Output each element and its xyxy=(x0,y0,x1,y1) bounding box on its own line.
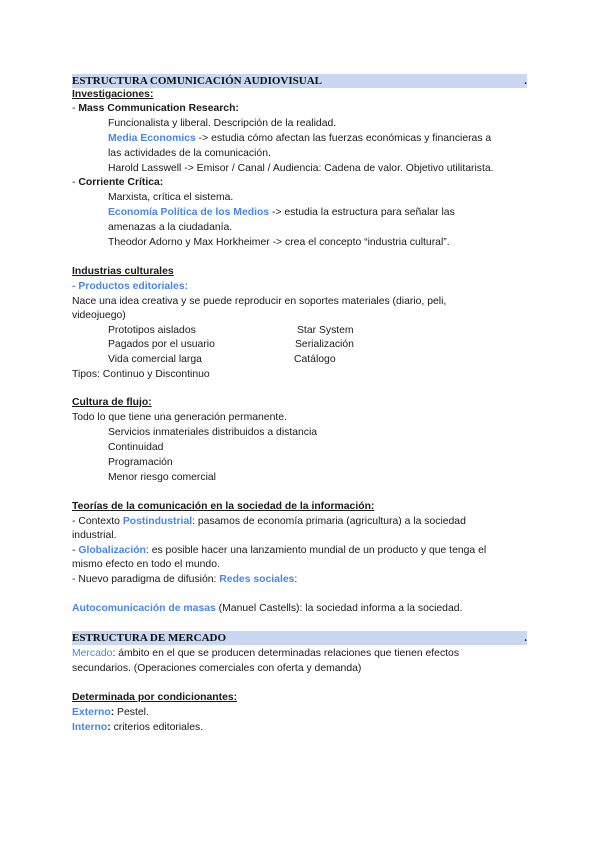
text-rest: : pasamos de economía primaria (agricultura) a la sociedad xyxy=(192,516,466,527)
text-rest: : ámbito en el que se producen determinadas relaciones que tienen efectos xyxy=(112,648,460,659)
key-media-economics: Media Economics xyxy=(108,133,196,144)
text-adorno: Theodor Adorno y Max Horkheimer -> crea el concepto “industria cultural”. xyxy=(108,237,450,248)
list-item: Menor riesgo comercial xyxy=(108,472,216,483)
list-item: Servicios inmateriales distribuidos a distancia xyxy=(108,427,318,438)
text-flujo-intro: Todo lo que tiene una generación permanente. xyxy=(72,412,287,423)
text-rest: : es posible hacer una lanzamiento mundial de un producto y que tenga el xyxy=(145,545,487,556)
text-funcionalista: Funcionalista y liberal. Descripción de la realidad. xyxy=(108,118,337,129)
section-dot: . xyxy=(524,75,527,87)
text-nace: Nace una idea creativa y se puede reproducir en soportes materiales (diario, peli, xyxy=(72,296,447,307)
key-autocomunicacion: Autocomunicación de masas xyxy=(72,603,216,614)
text-interno xyxy=(72,721,203,734)
text-pre: - xyxy=(72,545,79,556)
text-rest: (Manuel Castells): la sociedad informa a la sociedad. xyxy=(215,603,463,614)
text-media-economics-cont: las actividades de la comunicación. xyxy=(108,148,271,159)
text-rest: criterios editoriales. xyxy=(110,722,204,733)
row-right: Star System xyxy=(297,325,354,336)
row-left: Prototipos aislados xyxy=(108,325,196,336)
heading-investigaciones: Investigaciones: xyxy=(72,89,154,100)
heading-condicionantes: Determinada por condicionantes: xyxy=(72,692,238,703)
text-pre: - Contexto xyxy=(72,516,123,527)
text-economia-politica-cont: amenazas a la ciudadanía. xyxy=(108,222,233,233)
section-title: ESTRUCTURA COMUNICACIÓN AUDIOVISUAL xyxy=(72,75,322,87)
text-contexto-cont: industrial. xyxy=(72,530,117,541)
text-contexto xyxy=(72,515,466,528)
text-globalizacion xyxy=(72,544,486,557)
key-externo: Externo xyxy=(72,707,111,718)
colon: : xyxy=(110,707,115,718)
key-postindustrial: Postindustrial xyxy=(122,516,193,527)
section-dot: . xyxy=(524,632,527,644)
row-left: Vida comercial larga xyxy=(108,354,202,365)
text-mercado xyxy=(72,647,459,660)
row-right: Catálogo xyxy=(294,354,336,365)
text-marxista: Marxista, crítica el sistema. xyxy=(108,192,234,203)
heading-industrias-culturales: Industrias culturales xyxy=(72,266,174,277)
colon: : xyxy=(107,722,111,733)
item-productos-editoriales xyxy=(72,280,188,293)
text-pre: - Nuevo paradigma de difusión: xyxy=(72,574,220,585)
row-right: Serialización xyxy=(295,339,354,350)
item-mass-communication xyxy=(72,102,239,115)
text-economia-politica xyxy=(108,206,455,219)
key-redes-sociales: Redes sociales xyxy=(219,574,295,585)
section-header-audiovisual xyxy=(72,74,527,88)
heading-teorias: Teorías de la comunicación en la sociedad de la información: xyxy=(72,501,375,512)
bullet: - xyxy=(72,103,79,114)
section-header-mercado xyxy=(72,631,527,645)
text-externo xyxy=(72,706,149,719)
text-media-economics xyxy=(108,132,491,145)
text-nace-cont: videojuego) xyxy=(72,310,126,321)
text-rest: -> estudia la estructura para señalar las xyxy=(269,207,455,218)
key-economia-politica: Economía Política de los Medios xyxy=(108,207,270,218)
text-rest: Pestel. xyxy=(114,707,149,718)
label-mass: Mass Communication Research: xyxy=(78,103,239,114)
list-item: Continuidad xyxy=(108,442,164,453)
bullet: - xyxy=(72,177,79,188)
key-productos: Productos editoriales: xyxy=(78,281,189,292)
text-paradigma xyxy=(72,573,297,586)
list-item: Programación xyxy=(108,457,173,468)
text-tipos: Tipos: Continuo y Discontinuo xyxy=(72,369,210,380)
label-critica: Corriente Crítica: xyxy=(78,177,164,188)
text-globalizacion-cont: mismo efecto en todo el mundo. xyxy=(72,559,220,570)
text-autocomunicacion xyxy=(72,602,462,615)
item-corriente-critica xyxy=(72,176,163,189)
bullet: - xyxy=(72,281,79,292)
text-rest: : xyxy=(294,574,298,585)
row-left: Pagados por el usuario xyxy=(108,339,215,350)
text-mercado-cont: secundarios. (Operaciones comerciales con oferta y demanda) xyxy=(72,663,362,674)
key-mercado: Mercado xyxy=(72,648,113,659)
key-interno: Interno xyxy=(72,722,108,733)
text-lasswell: Harold Lasswell -> Emisor / Canal / Audiencia: Cadena de valor. Objetivo utilitarista. xyxy=(108,163,494,174)
text-rest: -> estudia cómo afectan las fuerzas económicas y financieras a xyxy=(195,133,492,144)
section-title: ESTRUCTURA DE MERCADO xyxy=(72,632,227,644)
key-globalizacion: Globalización xyxy=(78,545,146,556)
heading-cultura-flujo: Cultura de flujo: xyxy=(72,397,152,408)
